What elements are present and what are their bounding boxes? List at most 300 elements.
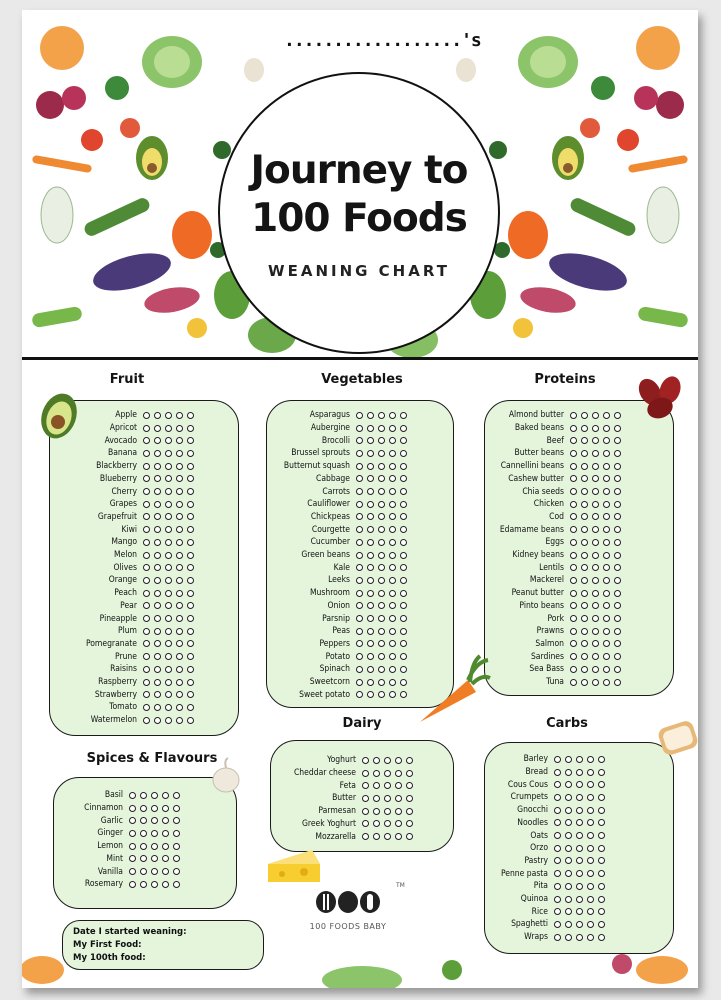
tick-circle[interactable] [565, 908, 572, 915]
tick-circle[interactable] [140, 843, 147, 850]
tick-circle[interactable] [187, 412, 194, 419]
tick-circle[interactable] [400, 577, 407, 584]
tick-circle[interactable] [570, 640, 577, 647]
tick-circle[interactable] [576, 896, 583, 903]
tick-circle[interactable] [367, 463, 374, 470]
tick-circle[interactable] [367, 691, 374, 698]
tick-circle[interactable] [362, 808, 369, 815]
tick-circle[interactable] [176, 564, 183, 571]
tick-circle[interactable] [554, 870, 561, 877]
tick-circle[interactable] [592, 564, 599, 571]
tick-circle[interactable] [598, 769, 605, 776]
tick-circle[interactable] [587, 921, 594, 928]
tick-circle[interactable] [400, 475, 407, 482]
tick-circle[interactable] [614, 539, 621, 546]
tick-circle[interactable] [165, 691, 172, 698]
tick-circle[interactable] [598, 807, 605, 814]
tick-circle[interactable] [154, 640, 161, 647]
tick-circle[interactable] [154, 539, 161, 546]
tick-circle[interactable] [587, 794, 594, 801]
tick-circle[interactable] [176, 577, 183, 584]
tick-circle[interactable] [154, 615, 161, 622]
tick-circle[interactable] [176, 526, 183, 533]
tick-circle[interactable] [129, 843, 136, 850]
tick-circle[interactable] [603, 577, 610, 584]
tick-circle[interactable] [581, 666, 588, 673]
tick-circle[interactable] [554, 819, 561, 826]
tick-circle[interactable] [389, 640, 396, 647]
tick-circle[interactable] [143, 501, 150, 508]
tick-circle[interactable] [614, 526, 621, 533]
tick-circle[interactable] [165, 564, 172, 571]
tick-circle[interactable] [395, 808, 402, 815]
tick-circle[interactable] [592, 602, 599, 609]
tick-circle[interactable] [356, 577, 363, 584]
tick-circle[interactable] [406, 820, 413, 827]
tick-circle[interactable] [151, 805, 158, 812]
tick-circle[interactable] [176, 602, 183, 609]
child-name-blank[interactable]: ..................'s [284, 30, 481, 51]
tick-circle[interactable] [165, 539, 172, 546]
tick-circle[interactable] [176, 475, 183, 482]
tick-circle[interactable] [378, 425, 385, 432]
tick-circle[interactable] [581, 679, 588, 686]
tick-circle[interactable] [598, 857, 605, 864]
tick-circle[interactable] [176, 717, 183, 724]
tick-circle[interactable] [384, 833, 391, 840]
tick-circle[interactable] [187, 488, 194, 495]
tick-circle[interactable] [565, 781, 572, 788]
tick-circle[interactable] [356, 450, 363, 457]
tick-circle[interactable] [356, 475, 363, 482]
tick-circle[interactable] [614, 653, 621, 660]
tick-circle[interactable] [362, 757, 369, 764]
tick-circle[interactable] [165, 602, 172, 609]
tick-circle[interactable] [151, 881, 158, 888]
tick-circle[interactable] [384, 770, 391, 777]
tick-circle[interactable] [400, 539, 407, 546]
tick-circle[interactable] [367, 666, 374, 673]
tick-circle[interactable] [143, 602, 150, 609]
tick-circle[interactable] [373, 808, 380, 815]
tick-circle[interactable] [592, 640, 599, 647]
tick-circle[interactable] [129, 881, 136, 888]
tick-circle[interactable] [603, 463, 610, 470]
tick-circle[interactable] [389, 475, 396, 482]
tick-circle[interactable] [378, 615, 385, 622]
tick-circle[interactable] [570, 501, 577, 508]
tick-circle[interactable] [154, 691, 161, 698]
tick-circle[interactable] [151, 855, 158, 862]
tick-circle[interactable] [187, 539, 194, 546]
tick-circle[interactable] [140, 805, 147, 812]
tick-circle[interactable] [162, 843, 169, 850]
tick-circle[interactable] [187, 577, 194, 584]
tick-circle[interactable] [367, 577, 374, 584]
tick-circle[interactable] [603, 552, 610, 559]
tick-circle[interactable] [165, 577, 172, 584]
tick-circle[interactable] [598, 819, 605, 826]
tick-circle[interactable] [581, 437, 588, 444]
tick-circle[interactable] [384, 808, 391, 815]
tick-circle[interactable] [614, 425, 621, 432]
tick-circle[interactable] [576, 819, 583, 826]
tick-circle[interactable] [367, 640, 374, 647]
tick-circle[interactable] [384, 820, 391, 827]
tick-circle[interactable] [154, 513, 161, 520]
tick-circle[interactable] [187, 640, 194, 647]
tick-circle[interactable] [389, 653, 396, 660]
tick-circle[interactable] [187, 615, 194, 622]
tick-circle[interactable] [165, 704, 172, 711]
tick-circle[interactable] [362, 770, 369, 777]
tick-circle[interactable] [378, 577, 385, 584]
tick-circle[interactable] [395, 757, 402, 764]
tick-circle[interactable] [592, 412, 599, 419]
tick-circle[interactable] [554, 845, 561, 852]
tick-circle[interactable] [406, 833, 413, 840]
tick-circle[interactable] [400, 463, 407, 470]
tick-circle[interactable] [400, 666, 407, 673]
tick-circle[interactable] [603, 488, 610, 495]
tick-circle[interactable] [187, 437, 194, 444]
tick-circle[interactable] [570, 437, 577, 444]
tick-circle[interactable] [378, 412, 385, 419]
tick-circle[interactable] [565, 794, 572, 801]
tick-circle[interactable] [378, 539, 385, 546]
tick-circle[interactable] [603, 564, 610, 571]
tick-circle[interactable] [554, 794, 561, 801]
tick-circle[interactable] [406, 782, 413, 789]
date-started-label[interactable]: Date I started weaning: [73, 927, 187, 937]
tick-circle[interactable] [581, 628, 588, 635]
tick-circle[interactable] [570, 577, 577, 584]
tick-circle[interactable] [603, 475, 610, 482]
tick-circle[interactable] [565, 807, 572, 814]
tick-circle[interactable] [129, 868, 136, 875]
tick-circle[interactable] [603, 501, 610, 508]
tick-circle[interactable] [154, 704, 161, 711]
tick-circle[interactable] [187, 628, 194, 635]
tick-circle[interactable] [592, 450, 599, 457]
tick-circle[interactable] [614, 513, 621, 520]
tick-circle[interactable] [598, 896, 605, 903]
tick-circle[interactable] [129, 792, 136, 799]
first-food-label[interactable]: My First Food: [73, 940, 142, 950]
tick-circle[interactable] [143, 437, 150, 444]
tick-circle[interactable] [614, 437, 621, 444]
tick-circle[interactable] [389, 691, 396, 698]
tick-circle[interactable] [143, 412, 150, 419]
tick-circle[interactable] [598, 870, 605, 877]
tick-circle[interactable] [143, 513, 150, 520]
tick-circle[interactable] [565, 921, 572, 928]
tick-circle[interactable] [373, 770, 380, 777]
tick-circle[interactable] [143, 577, 150, 584]
tick-circle[interactable] [356, 640, 363, 647]
tick-circle[interactable] [389, 425, 396, 432]
tick-circle[interactable] [395, 820, 402, 827]
tick-circle[interactable] [554, 908, 561, 915]
tick-circle[interactable] [173, 830, 180, 837]
tick-circle[interactable] [154, 653, 161, 660]
tick-circle[interactable] [367, 412, 374, 419]
tick-circle[interactable] [570, 425, 577, 432]
tick-circle[interactable] [356, 552, 363, 559]
tick-circle[interactable] [151, 868, 158, 875]
tick-circle[interactable] [373, 757, 380, 764]
tick-circle[interactable] [592, 425, 599, 432]
tick-circle[interactable] [598, 883, 605, 890]
tick-circle[interactable] [592, 526, 599, 533]
tick-circle[interactable] [154, 628, 161, 635]
tick-circle[interactable] [154, 526, 161, 533]
tick-circle[interactable] [154, 577, 161, 584]
tick-circle[interactable] [581, 602, 588, 609]
tick-circle[interactable] [187, 463, 194, 470]
tick-circle[interactable] [154, 437, 161, 444]
tick-circle[interactable] [614, 475, 621, 482]
tick-circle[interactable] [356, 691, 363, 698]
tick-circle[interactable] [576, 845, 583, 852]
tick-circle[interactable] [592, 666, 599, 673]
tick-circle[interactable] [592, 437, 599, 444]
tick-circle[interactable] [165, 666, 172, 673]
tick-circle[interactable] [554, 781, 561, 788]
tick-circle[interactable] [378, 450, 385, 457]
tick-circle[interactable] [587, 769, 594, 776]
tick-circle[interactable] [565, 832, 572, 839]
tick-circle[interactable] [367, 475, 374, 482]
tick-circle[interactable] [356, 463, 363, 470]
tick-circle[interactable] [162, 881, 169, 888]
tick-circle[interactable] [356, 437, 363, 444]
tick-circle[interactable] [165, 501, 172, 508]
tick-circle[interactable] [143, 450, 150, 457]
tick-circle[interactable] [165, 628, 172, 635]
tick-circle[interactable] [576, 807, 583, 814]
tick-circle[interactable] [389, 666, 396, 673]
tick-circle[interactable] [576, 832, 583, 839]
tick-circle[interactable] [587, 807, 594, 814]
tick-circle[interactable] [570, 628, 577, 635]
tick-circle[interactable] [400, 526, 407, 533]
tick-circle[interactable] [587, 908, 594, 915]
tick-circle[interactable] [570, 488, 577, 495]
tick-circle[interactable] [143, 425, 150, 432]
tick-circle[interactable] [187, 513, 194, 520]
tick-circle[interactable] [187, 501, 194, 508]
tick-circle[interactable] [592, 615, 599, 622]
tick-circle[interactable] [384, 757, 391, 764]
tick-circle[interactable] [395, 782, 402, 789]
tick-circle[interactable] [176, 412, 183, 419]
tick-circle[interactable] [362, 795, 369, 802]
tick-circle[interactable] [356, 679, 363, 686]
tick-circle[interactable] [165, 475, 172, 482]
tick-circle[interactable] [570, 615, 577, 622]
tick-circle[interactable] [576, 794, 583, 801]
tick-circle[interactable] [143, 539, 150, 546]
tick-circle[interactable] [165, 640, 172, 647]
tick-circle[interactable] [400, 412, 407, 419]
tick-circle[interactable] [400, 501, 407, 508]
hundredth-food-label[interactable]: My 100th food: [73, 953, 146, 963]
tick-circle[interactable] [603, 666, 610, 673]
tick-circle[interactable] [565, 896, 572, 903]
tick-circle[interactable] [378, 501, 385, 508]
tick-circle[interactable] [173, 843, 180, 850]
tick-circle[interactable] [614, 501, 621, 508]
tick-circle[interactable] [154, 717, 161, 724]
tick-circle[interactable] [356, 615, 363, 622]
tick-circle[interactable] [614, 488, 621, 495]
tick-circle[interactable] [587, 781, 594, 788]
tick-circle[interactable] [395, 770, 402, 777]
tick-circle[interactable] [400, 628, 407, 635]
tick-circle[interactable] [154, 590, 161, 597]
tick-circle[interactable] [603, 425, 610, 432]
tick-circle[interactable] [378, 691, 385, 698]
tick-circle[interactable] [554, 807, 561, 814]
tick-circle[interactable] [389, 463, 396, 470]
tick-circle[interactable] [356, 526, 363, 533]
tick-circle[interactable] [598, 921, 605, 928]
tick-circle[interactable] [162, 805, 169, 812]
tick-circle[interactable] [187, 450, 194, 457]
tick-circle[interactable] [176, 615, 183, 622]
tick-circle[interactable] [129, 830, 136, 837]
tick-circle[interactable] [565, 845, 572, 852]
tick-circle[interactable] [384, 795, 391, 802]
tick-circle[interactable] [165, 552, 172, 559]
tick-circle[interactable] [389, 501, 396, 508]
tick-circle[interactable] [151, 792, 158, 799]
tick-circle[interactable] [603, 539, 610, 546]
tick-circle[interactable] [176, 691, 183, 698]
tick-circle[interactable] [165, 463, 172, 470]
tick-circle[interactable] [165, 615, 172, 622]
tick-circle[interactable] [614, 564, 621, 571]
tick-circle[interactable] [176, 679, 183, 686]
tick-circle[interactable] [581, 501, 588, 508]
tick-circle[interactable] [581, 475, 588, 482]
tick-circle[interactable] [176, 501, 183, 508]
tick-circle[interactable] [570, 475, 577, 482]
tick-circle[interactable] [581, 463, 588, 470]
tick-circle[interactable] [400, 640, 407, 647]
tick-circle[interactable] [576, 870, 583, 877]
tick-circle[interactable] [154, 602, 161, 609]
tick-circle[interactable] [362, 782, 369, 789]
tick-circle[interactable] [373, 782, 380, 789]
tick-circle[interactable] [581, 450, 588, 457]
tick-circle[interactable] [367, 425, 374, 432]
tick-circle[interactable] [603, 590, 610, 597]
tick-circle[interactable] [373, 820, 380, 827]
tick-circle[interactable] [389, 602, 396, 609]
tick-circle[interactable] [187, 653, 194, 660]
tick-circle[interactable] [356, 564, 363, 571]
tick-circle[interactable] [154, 412, 161, 419]
tick-circle[interactable] [389, 450, 396, 457]
tick-circle[interactable] [570, 463, 577, 470]
tick-circle[interactable] [176, 539, 183, 546]
tick-circle[interactable] [143, 488, 150, 495]
tick-circle[interactable] [143, 653, 150, 660]
tick-circle[interactable] [356, 539, 363, 546]
tick-circle[interactable] [400, 513, 407, 520]
tick-circle[interactable] [570, 666, 577, 673]
tick-circle[interactable] [154, 501, 161, 508]
tick-circle[interactable] [187, 425, 194, 432]
tick-circle[interactable] [140, 817, 147, 824]
tick-circle[interactable] [581, 564, 588, 571]
tick-circle[interactable] [165, 679, 172, 686]
tick-circle[interactable] [570, 450, 577, 457]
tick-circle[interactable] [592, 577, 599, 584]
tick-circle[interactable] [389, 590, 396, 597]
tick-circle[interactable] [400, 437, 407, 444]
tick-circle[interactable] [570, 552, 577, 559]
tick-circle[interactable] [395, 833, 402, 840]
tick-circle[interactable] [614, 615, 621, 622]
tick-circle[interactable] [581, 552, 588, 559]
tick-circle[interactable] [603, 412, 610, 419]
tick-circle[interactable] [581, 539, 588, 546]
tick-circle[interactable] [389, 564, 396, 571]
tick-circle[interactable] [356, 628, 363, 635]
tick-circle[interactable] [187, 552, 194, 559]
tick-circle[interactable] [570, 513, 577, 520]
tick-circle[interactable] [592, 628, 599, 635]
tick-circle[interactable] [581, 640, 588, 647]
tick-circle[interactable] [570, 679, 577, 686]
tick-circle[interactable] [140, 792, 147, 799]
tick-circle[interactable] [187, 564, 194, 571]
tick-circle[interactable] [154, 450, 161, 457]
tick-circle[interactable] [570, 564, 577, 571]
tick-circle[interactable] [187, 704, 194, 711]
tick-circle[interactable] [356, 513, 363, 520]
tick-circle[interactable] [173, 855, 180, 862]
tick-circle[interactable] [378, 602, 385, 609]
tick-circle[interactable] [587, 819, 594, 826]
tick-circle[interactable] [592, 590, 599, 597]
tick-circle[interactable] [581, 590, 588, 597]
tick-circle[interactable] [565, 870, 572, 877]
tick-circle[interactable] [173, 792, 180, 799]
tick-circle[interactable] [587, 857, 594, 864]
tick-circle[interactable] [592, 679, 599, 686]
tick-circle[interactable] [581, 488, 588, 495]
tick-circle[interactable] [367, 628, 374, 635]
tick-circle[interactable] [587, 832, 594, 839]
tick-circle[interactable] [367, 437, 374, 444]
tick-circle[interactable] [187, 590, 194, 597]
tick-circle[interactable] [367, 564, 374, 571]
tick-circle[interactable] [570, 539, 577, 546]
tick-circle[interactable] [176, 666, 183, 673]
tick-circle[interactable] [395, 795, 402, 802]
tick-circle[interactable] [389, 552, 396, 559]
tick-circle[interactable] [176, 513, 183, 520]
tick-circle[interactable] [598, 756, 605, 763]
tick-circle[interactable] [570, 526, 577, 533]
tick-circle[interactable] [565, 883, 572, 890]
tick-circle[interactable] [581, 577, 588, 584]
tick-circle[interactable] [598, 845, 605, 852]
